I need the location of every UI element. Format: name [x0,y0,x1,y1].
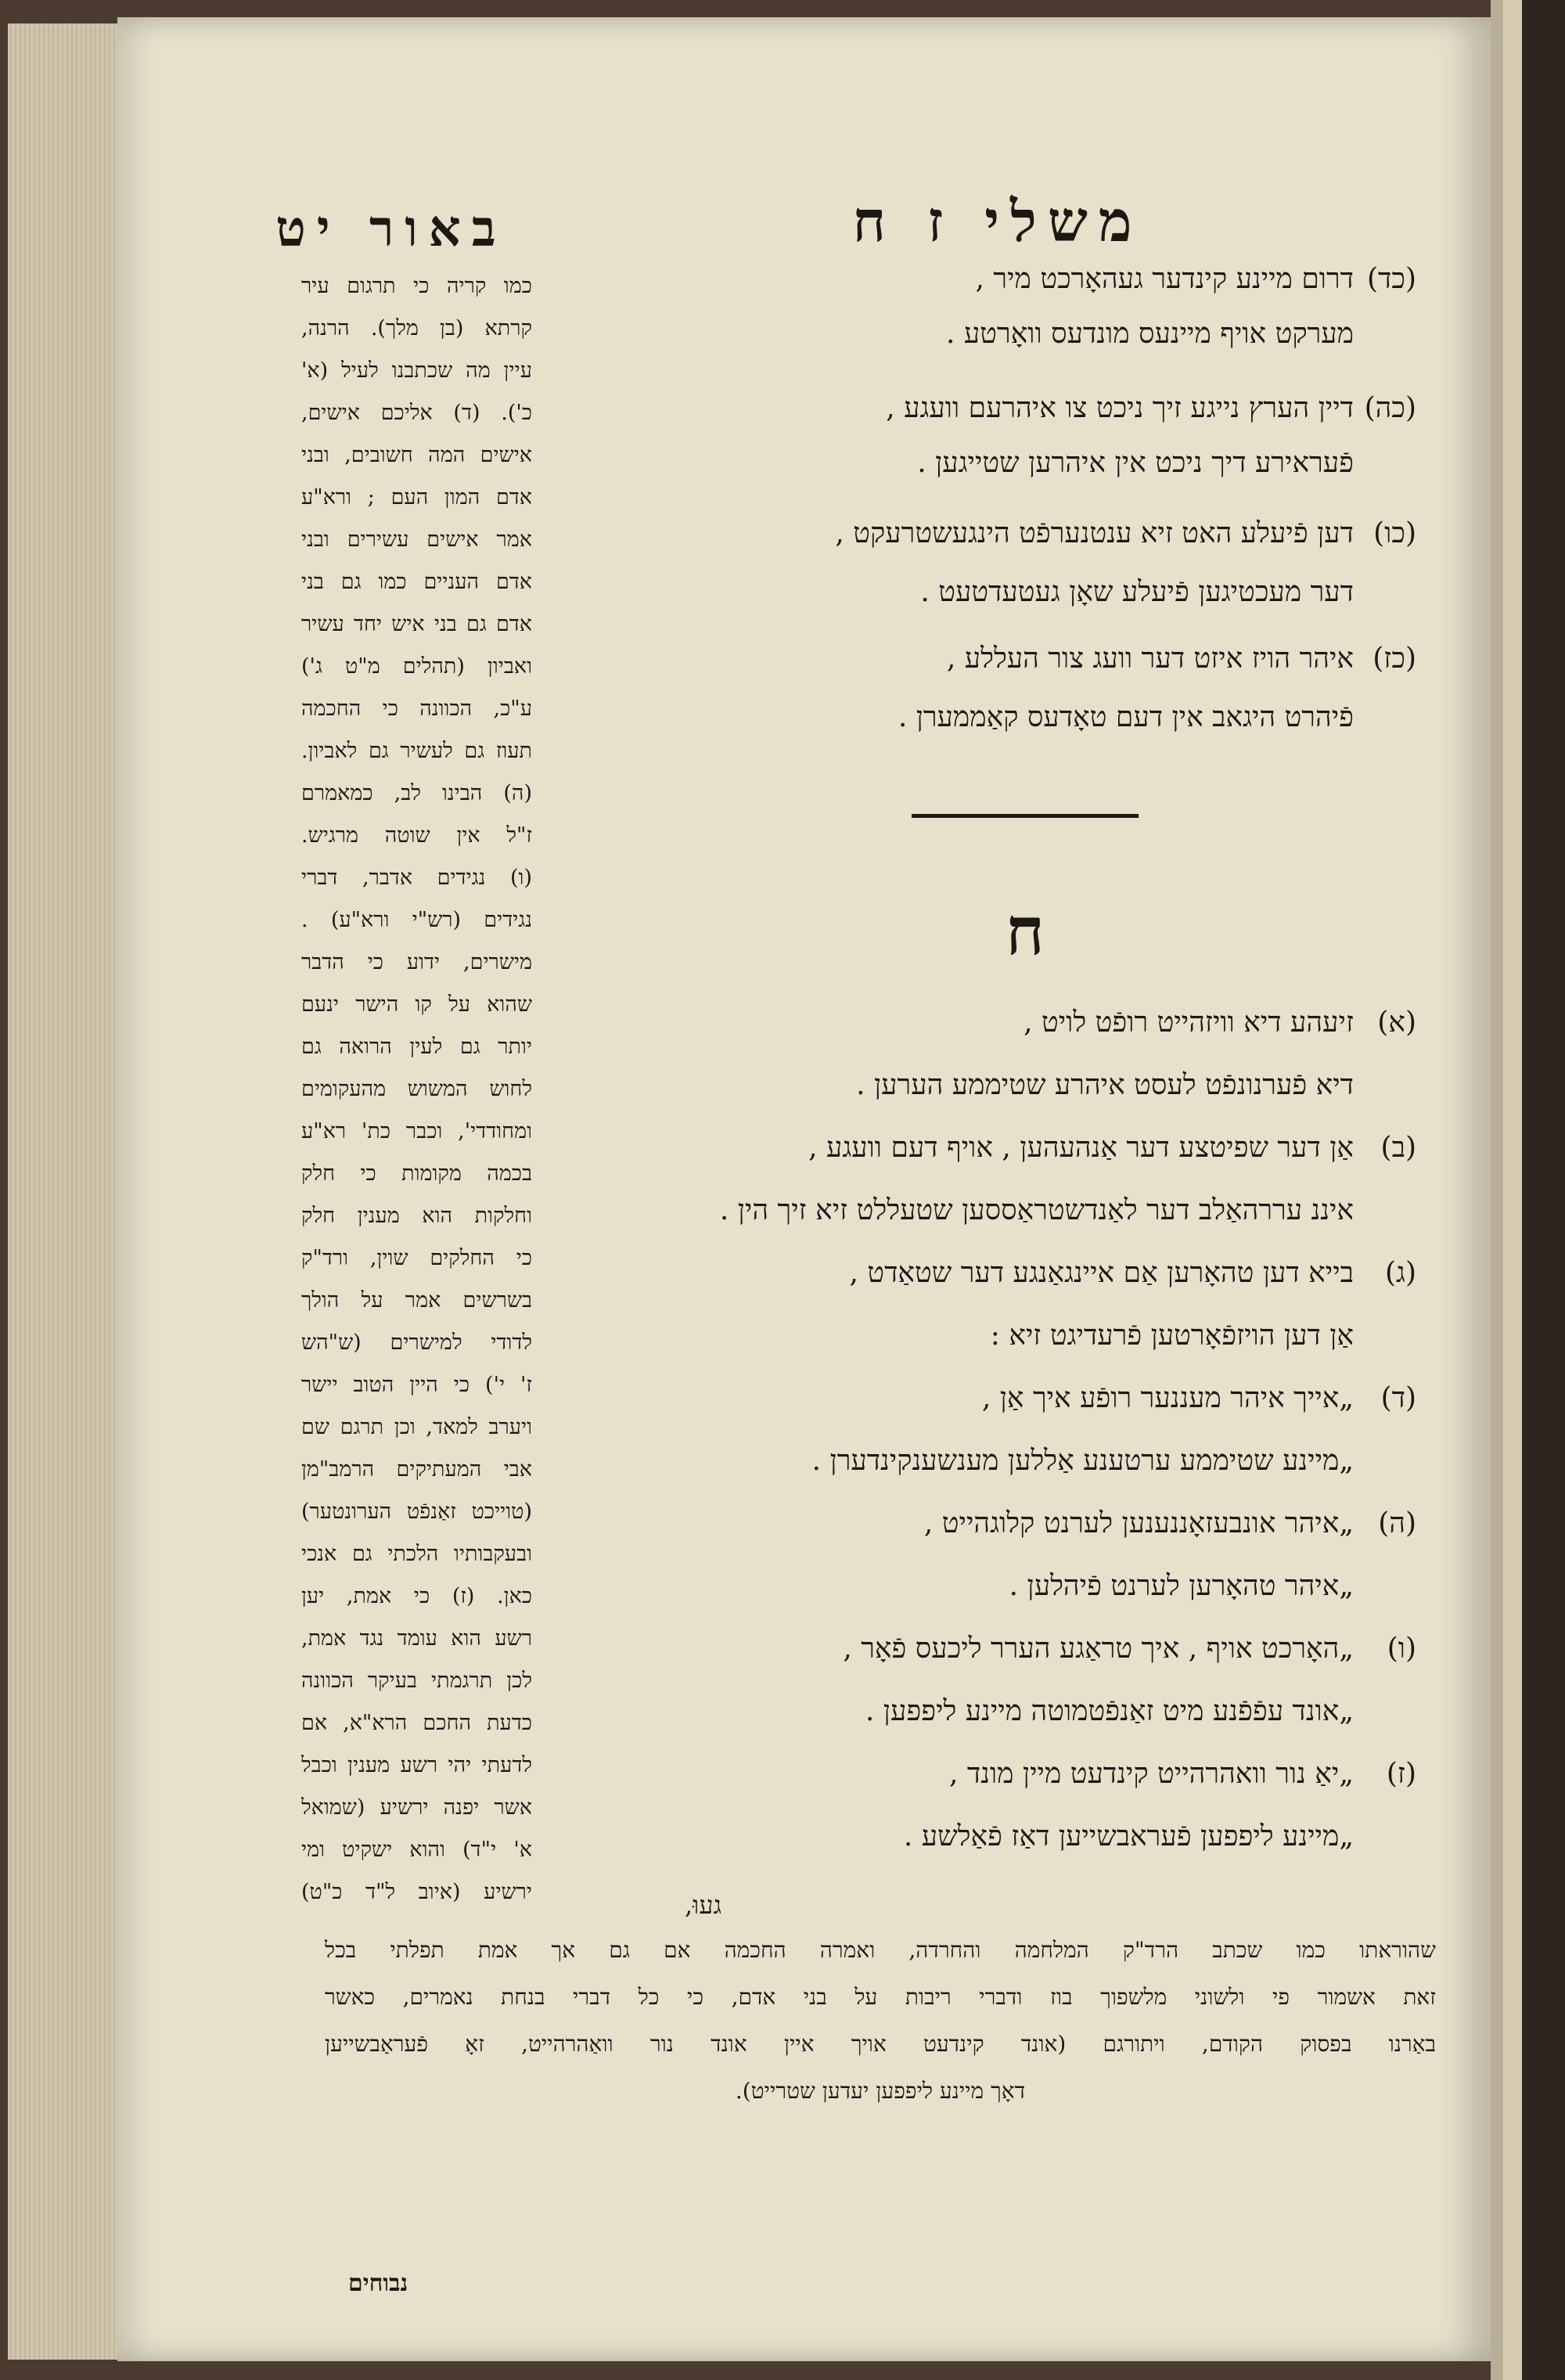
verse-line [642,1194,1416,1233]
verse-number: (ג) [1385,1257,1416,1289]
bottom-line: באַרנו בפסוק הקודם, ויתורגם (אונד קינדעט אויך איין אונד נור וואַהרהייט, זאָ פֿעראַבשייען [325,2031,1436,2057]
verse-text: „איהר טהאָרען לערנט פֿיהלען . [1009,1570,1354,1602]
verse-text: „אונד עפֿפֿנע מיט זאַנפֿטמוטה מיינע ליפפען . [865,1695,1354,1727]
commentary-line: ירשיע (איוב ל"ד כ"ט) [301,1881,532,1903]
verse-line [642,517,1416,556]
verse-text: מערקט אויף מיינעס מונדעס וואָרטע . [946,318,1354,350]
commentary-line: ע"כ, הכוונה כי החכמה [301,698,532,719]
commentary-line: אדם גם בני איש יחד עשיר [301,614,532,635]
commentary-line: ובעקבותיו הלכתי גם אנכי [301,1543,532,1564]
verse-line [642,317,1416,356]
verse-line [642,1820,1416,1859]
commentary-line: אישים המה חשובים, ובני [301,445,532,466]
signature-mark: געוּ, [685,1890,722,1920]
verse-number: (כה) [1364,392,1416,424]
commentary-line: קרתא (בן מלך). הרנה, [301,318,532,339]
commentary-line: כי החלקים שוין, ורד"ק [301,1248,532,1269]
verse-number: (ד) [1380,1382,1416,1414]
commentary-line: ז' י') כי היין הטוב יישר [301,1374,532,1395]
verse-line [642,575,1416,614]
verse-line [642,1632,1416,1671]
verse-number: (ה) [1378,1507,1416,1539]
commentary-line: כאן. (ז) כי אמת, יען [301,1586,532,1607]
verse-text: פֿעראירע דיך ניכט אין איהרען שטייגען . [917,447,1354,479]
page-edges [8,23,125,2360]
commentary-line: בכמה מקומות כי חלק [301,1163,532,1184]
verse-line [642,391,1416,430]
verse-line [642,1569,1416,1608]
bottom-line: שהוראתו כמו שכתב הרד"ק המלחמה והחרדה, ואמרה החכמה אם גם אך אמת תפלתי בכל [325,1937,1436,1963]
bottom-line: דאָך מיינע ליפפען יעדען שטרייט). [735,2078,1026,2104]
verse-line [642,642,1416,681]
verse-line [642,700,1416,740]
commentary-line: תעוז גם לעשיר גם לאביון. [301,740,532,762]
commentary-line: (טוייכט זאַנפֿט הערונטער) [301,1501,532,1522]
verse-text: איהר הויז איזט דער וועג צור העללע , [946,643,1354,675]
verse-text: דיא פֿערנונפֿט לעסט איהרע שטיממע הערען . [856,1069,1354,1101]
commentary-line: נגידים (רש"י ורא"ע) . [301,909,532,931]
commentary-line: ז"ל אין שוטה מרגיש. [301,825,532,846]
chapter-heading: ח [1006,892,1045,970]
commentary-line: יותר גם לעין הרואה גם [301,1036,532,1057]
verse-text: „האָרכט אויף , איך טראַגע הערר ליכעס פֿאָר , [843,1633,1354,1665]
commentary-line: (ה) הבינו לב, כמאמרם [301,783,532,804]
verse-line [642,1381,1416,1420]
verse-line [642,262,1416,301]
verse-text: אַן דען הויזפֿאָרטען פֿרעדיגט זיא : [990,1320,1354,1352]
verse-text: „אייך איהר מעננער רופֿע איך אַן , [981,1382,1354,1414]
verse-text: דיין הערץ נייגע זיך ניכט צו איהרעם וועגע , [886,392,1354,424]
commentary-line: ומחודדי', וכבר כת' רא"ע [301,1121,532,1142]
commentary-line: ואביון (תהלים מ"ט ג') [301,656,532,677]
commentary-line: (ו) נגידים אדבר, דברי [301,867,532,888]
commentary-line: כ'). (ד) אליכם אישים, [301,402,532,423]
verse-text: זיעהע דיא וויזהייט רופֿט לויט , [1024,1006,1354,1039]
verse-text: דען פֿיעלע האט זיא ענטנערפֿט הינגעשטרעקט , [835,517,1354,549]
commentary-line: א' י"ד) והוא ישקיט ומי [301,1839,532,1860]
commentary-line: אדם המון העם ; ורא"ע [301,487,532,508]
verse-line [642,1444,1416,1483]
commentary-line: כדעת החכם הרא"א, אם [301,1712,532,1734]
verse-text: דער מעכטיגען פֿיעלע שאָן געטעדטעט . [920,576,1354,608]
verse-line [642,1507,1416,1546]
divider-rule [912,814,1139,818]
commentary-line: לחוש המשוש מהעקומים [301,1078,532,1100]
commentary-line: ויערב למאד, וכן תרגם שם [301,1417,532,1438]
commentary-line: כמו קריה כי תרגום עיר [301,275,532,297]
verse-text: דרום מיינע קינדער געהאָרכט מיר , [975,263,1354,295]
verse-number: (ז) [1386,1758,1416,1790]
catchword: נבוחים [348,2270,408,2297]
verse-text: פֿיהרט היגאב אין דעם טאָדעס קאַממערן . [898,701,1354,733]
commentary-line: אבי המעתיקים הרמב"מן [301,1459,532,1480]
commentary-title: באור יט [275,200,507,258]
verse-number: (כו) [1373,517,1416,549]
verse-number: (ו) [1387,1633,1416,1665]
verse-text: בייא דען טהאָרען אַם איינגאַנגע דער שטאַדט , [849,1257,1354,1289]
verse-number: (כז) [1373,643,1416,675]
commentary-line: מישרים, ידוע כי הדבר [301,952,532,973]
verse-line [642,1319,1416,1358]
page-title: משלי ז ח [852,188,1143,254]
commentary-line: לכן תרגמתי בעיקר הכוונה [301,1670,532,1691]
commentary-line: לדודי למישרים (ש"הש [301,1332,532,1353]
verse-number: (כד) [1367,263,1416,295]
verse-text: איננ עררהאַלב דער לאַנדשטראַססען שטעללט זיא זיך הין . [719,1194,1354,1226]
commentary-line: בשרשים אמר על הולך [301,1290,532,1311]
verse-text: „איהר אונבעזאָננענען לערנט קלוגהייט , [923,1507,1354,1539]
verse-line [642,1256,1416,1295]
right-page-strip [1491,0,1565,2380]
commentary-line: רשע הוא עומד נגד אמת, [301,1628,532,1649]
verse-line [642,1131,1416,1170]
verse-line [642,1006,1416,1045]
bottom-line: זאת אשמור פי ולשוני מלשפוך בוז ודברי ריבות על בני אדם, כי כל דברי בנחת נאמרים, כאשר [325,1984,1436,2010]
verse-text: „מיינע שטיממע ערטענע אַללען מענשענקינדערן . [811,1445,1354,1477]
verse-line [642,1068,1416,1107]
commentary-line: אדם העניים כמו גם בני [301,571,532,592]
verse-line [642,1694,1416,1734]
verse-line [642,1757,1416,1796]
commentary-line: אשר יפנה ירשיע (שמואל [301,1797,532,1818]
verse-text: אַן דער שפיטצע דער אַנהעהען , אויף דעם וועגע , [808,1132,1354,1164]
commentary-line: וחלקות הוא מענין חלק [301,1205,532,1226]
commentary-line: אמר אישים עשירים ובני [301,529,532,550]
commentary-line: שהוא על קו הישר ינעם [301,994,532,1015]
verse-number: (ב) [1380,1132,1416,1164]
verse-text: „יאַ נור וואהרהייט קינדעט מיין מונד , [949,1758,1354,1790]
verse-text: „מיינע ליפפען פֿעראבשייען דאַז פֿאַלשע . [903,1820,1354,1853]
commentary-line: לדעתי יהי רשע מענין וכבל [301,1755,532,1776]
commentary-line: עיין מה שכתבנו לעיל (א' [301,360,532,381]
verse-line [642,446,1416,485]
verse-number: (א) [1377,1006,1416,1039]
